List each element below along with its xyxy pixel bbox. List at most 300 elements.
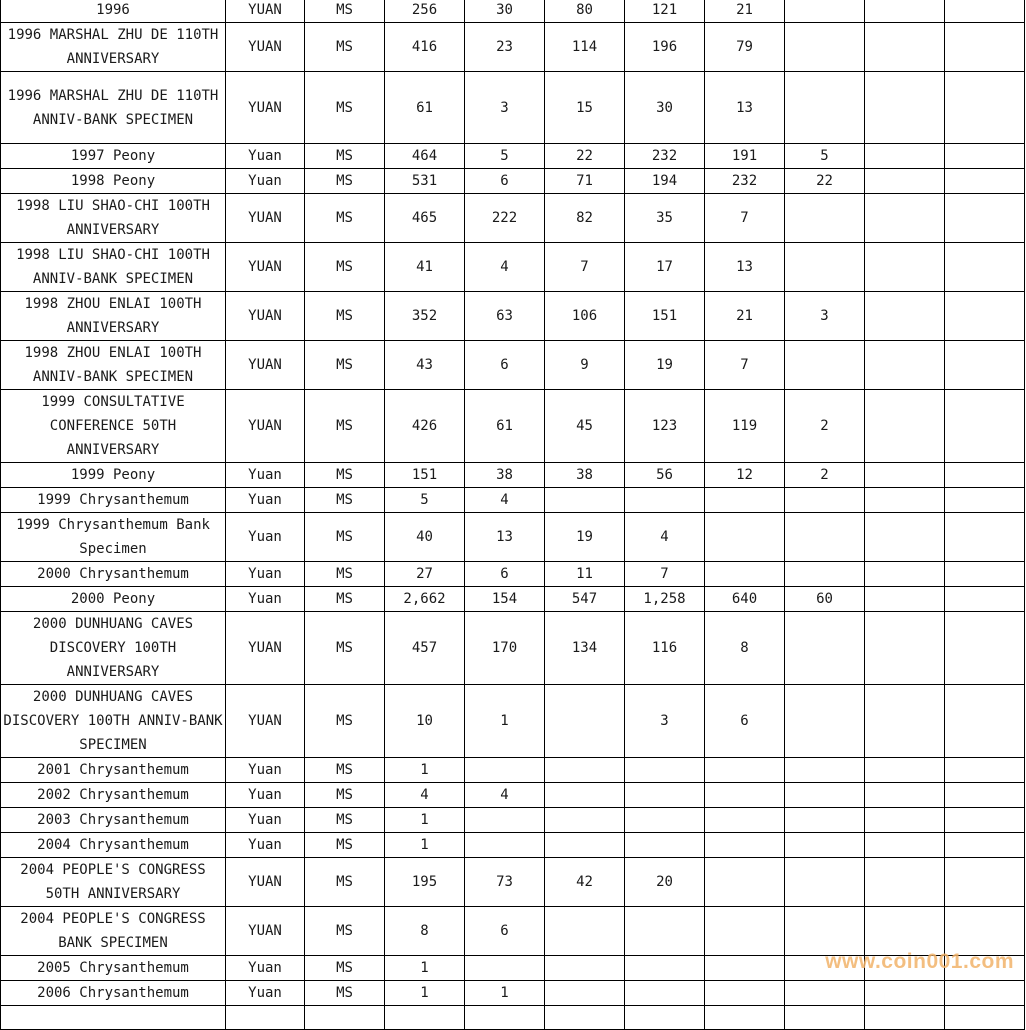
table-row bbox=[1, 0, 1025, 23]
cell-g3 bbox=[545, 956, 625, 981]
cell-grade: MS bbox=[305, 833, 385, 858]
cell-g3: 45 bbox=[545, 390, 625, 463]
cell-g3: 7 bbox=[545, 243, 625, 292]
cell-currency bbox=[226, 1006, 305, 1030]
cell-g4: 196 bbox=[625, 23, 705, 72]
cell-g1: 465 bbox=[385, 194, 465, 243]
cell-g1: 10 bbox=[385, 685, 465, 758]
cell-currency: YUAN bbox=[226, 685, 305, 758]
cell-g8 bbox=[945, 612, 1025, 685]
cell-g2: 170 bbox=[465, 612, 545, 685]
cell-g5 bbox=[705, 562, 785, 587]
cell-g4: 194 bbox=[625, 169, 705, 194]
cell-g3 bbox=[545, 833, 625, 858]
cell-g2: 6 bbox=[465, 341, 545, 390]
cell-g3 bbox=[545, 488, 625, 513]
cell-g1: 4 bbox=[385, 783, 465, 808]
cell-g8 bbox=[945, 243, 1025, 292]
cell-g1: 43 bbox=[385, 341, 465, 390]
cell-grade: MS bbox=[305, 513, 385, 562]
cell-g7 bbox=[865, 758, 945, 783]
cell-g8 bbox=[945, 292, 1025, 341]
cell-g6 bbox=[785, 808, 865, 833]
cell-g2 bbox=[465, 956, 545, 981]
cell-g2: 4 bbox=[465, 783, 545, 808]
cell-currency: YUAN bbox=[226, 292, 305, 341]
cell-g5 bbox=[705, 858, 785, 907]
cell-name: 1997 Peony bbox=[1, 144, 226, 169]
cell-name: 2000 Peony bbox=[1, 587, 226, 612]
cell-name: 1999 Peony bbox=[1, 463, 226, 488]
cell-g2 bbox=[465, 758, 545, 783]
cell-g1: 416 bbox=[385, 23, 465, 72]
cell-grade: MS bbox=[305, 292, 385, 341]
table-row bbox=[1, 513, 1025, 562]
cell-grade bbox=[305, 1006, 385, 1030]
cell-g7 bbox=[865, 0, 945, 23]
cell-g4: 123 bbox=[625, 390, 705, 463]
cell-g4: 17 bbox=[625, 243, 705, 292]
cell-g5 bbox=[705, 907, 785, 956]
cell-g4: 232 bbox=[625, 144, 705, 169]
cell-grade: MS bbox=[305, 907, 385, 956]
table-row bbox=[1, 243, 1025, 292]
cell-g7 bbox=[865, 858, 945, 907]
table-row bbox=[1, 907, 1025, 956]
cell-g6 bbox=[785, 685, 865, 758]
watermark-logo: www.coin001.com bbox=[825, 950, 1014, 973]
table-row bbox=[1, 390, 1025, 463]
cell-g7 bbox=[865, 808, 945, 833]
cell-grade: MS bbox=[305, 783, 385, 808]
cell-g3 bbox=[545, 981, 625, 1006]
cell-g8 bbox=[945, 1006, 1025, 1030]
cell-currency: Yuan bbox=[226, 562, 305, 587]
cell-name: 1999 Chrysanthemum bbox=[1, 488, 226, 513]
cell-g2: 30 bbox=[465, 0, 545, 23]
cell-g6 bbox=[785, 341, 865, 390]
cell-g8 bbox=[945, 783, 1025, 808]
cell-g2: 6 bbox=[465, 907, 545, 956]
cell-g6: 22 bbox=[785, 169, 865, 194]
cell-g1: 531 bbox=[385, 169, 465, 194]
cell-g4 bbox=[625, 808, 705, 833]
cell-grade: MS bbox=[305, 488, 385, 513]
table-row bbox=[1, 169, 1025, 194]
cell-g5 bbox=[705, 808, 785, 833]
cell-g7 bbox=[865, 243, 945, 292]
cell-name: 2000 Chrysanthemum bbox=[1, 562, 226, 587]
cell-g8 bbox=[945, 981, 1025, 1006]
cell-g3: 22 bbox=[545, 144, 625, 169]
table-row bbox=[1, 341, 1025, 390]
cell-grade: MS bbox=[305, 341, 385, 390]
cell-g4 bbox=[625, 488, 705, 513]
cell-g5 bbox=[705, 956, 785, 981]
cell-grade: MS bbox=[305, 194, 385, 243]
cell-g7 bbox=[865, 833, 945, 858]
cell-g2: 4 bbox=[465, 243, 545, 292]
cell-g4: 19 bbox=[625, 341, 705, 390]
cell-g1: 1 bbox=[385, 981, 465, 1006]
cell-g3 bbox=[545, 808, 625, 833]
cell-g2: 61 bbox=[465, 390, 545, 463]
cell-g5: 13 bbox=[705, 72, 785, 144]
table-row bbox=[1, 833, 1025, 858]
cell-g8 bbox=[945, 144, 1025, 169]
cell-g1: 61 bbox=[385, 72, 465, 144]
cell-grade: MS bbox=[305, 981, 385, 1006]
cell-name: 2000 DUNHUANG CAVES DISCOVERY 100TH ANNIVERSARY bbox=[1, 612, 226, 685]
cell-g5: 13 bbox=[705, 243, 785, 292]
cell-currency: Yuan bbox=[226, 488, 305, 513]
cell-grade: MS bbox=[305, 0, 385, 23]
cell-g6 bbox=[785, 72, 865, 144]
cell-g2: 5 bbox=[465, 144, 545, 169]
cell-g1: 256 bbox=[385, 0, 465, 23]
cell-currency: YUAN bbox=[226, 907, 305, 956]
cell-g7 bbox=[865, 783, 945, 808]
cell-g7 bbox=[865, 341, 945, 390]
cell-grade: MS bbox=[305, 390, 385, 463]
cell-g3: 114 bbox=[545, 23, 625, 72]
cell-g2 bbox=[465, 833, 545, 858]
cell-g5 bbox=[705, 513, 785, 562]
cell-currency: Yuan bbox=[226, 758, 305, 783]
cell-name: 1999 CONSULTATIVE CONFERENCE 50TH ANNIVERSARY bbox=[1, 390, 226, 463]
cell-g7 bbox=[865, 23, 945, 72]
cell-g4: 35 bbox=[625, 194, 705, 243]
cell-g4 bbox=[625, 1006, 705, 1030]
table-row bbox=[1, 758, 1025, 783]
cell-g5 bbox=[705, 783, 785, 808]
cell-g7 bbox=[865, 488, 945, 513]
cell-currency: Yuan bbox=[226, 783, 305, 808]
cell-g7 bbox=[865, 390, 945, 463]
cell-g7 bbox=[865, 72, 945, 144]
cell-g1 bbox=[385, 1006, 465, 1030]
table-row bbox=[1, 488, 1025, 513]
cell-grade: MS bbox=[305, 23, 385, 72]
cell-g1: 195 bbox=[385, 858, 465, 907]
cell-g7 bbox=[865, 587, 945, 612]
cell-g6: 60 bbox=[785, 587, 865, 612]
cell-name: 2003 Chrysanthemum bbox=[1, 808, 226, 833]
cell-g4 bbox=[625, 956, 705, 981]
table-row bbox=[1, 808, 1025, 833]
cell-name: 2004 Chrysanthemum bbox=[1, 833, 226, 858]
cell-name: 2005 Chrysanthemum bbox=[1, 956, 226, 981]
cell-g7 bbox=[865, 562, 945, 587]
cell-g1: 1 bbox=[385, 833, 465, 858]
cell-g8 bbox=[945, 513, 1025, 562]
cell-g5 bbox=[705, 981, 785, 1006]
cell-grade: MS bbox=[305, 169, 385, 194]
cell-g8 bbox=[945, 488, 1025, 513]
cell-g8 bbox=[945, 390, 1025, 463]
cell-g8 bbox=[945, 463, 1025, 488]
cell-g1: 2,662 bbox=[385, 587, 465, 612]
cell-name: 2006 Chrysanthemum bbox=[1, 981, 226, 1006]
cell-name: 1998 ZHOU ENLAI 100TH ANNIVERSARY bbox=[1, 292, 226, 341]
cell-g4: 30 bbox=[625, 72, 705, 144]
cell-g6 bbox=[785, 907, 865, 956]
cell-g6 bbox=[785, 513, 865, 562]
cell-g8 bbox=[945, 72, 1025, 144]
cell-g3: 80 bbox=[545, 0, 625, 23]
cell-g5: 21 bbox=[705, 0, 785, 23]
cell-g3: 38 bbox=[545, 463, 625, 488]
cell-currency: Yuan bbox=[226, 981, 305, 1006]
cell-g4 bbox=[625, 833, 705, 858]
table-row bbox=[1, 587, 1025, 612]
cell-g2: 1 bbox=[465, 685, 545, 758]
cell-currency: YUAN bbox=[226, 390, 305, 463]
cell-g4 bbox=[625, 907, 705, 956]
cell-g3: 71 bbox=[545, 169, 625, 194]
cell-g6: 3 bbox=[785, 292, 865, 341]
cell-g1: 1 bbox=[385, 808, 465, 833]
cell-g2: 4 bbox=[465, 488, 545, 513]
cell-g5 bbox=[705, 758, 785, 783]
cell-g1: 8 bbox=[385, 907, 465, 956]
cell-name: 1996 MARSHAL ZHU DE 110TH ANNIVERSARY bbox=[1, 23, 226, 72]
cell-grade: MS bbox=[305, 463, 385, 488]
cell-g2: 23 bbox=[465, 23, 545, 72]
cell-g7 bbox=[865, 513, 945, 562]
cell-g8 bbox=[945, 685, 1025, 758]
cell-grade: MS bbox=[305, 956, 385, 981]
cell-g1: 1 bbox=[385, 956, 465, 981]
cell-g5: 7 bbox=[705, 194, 785, 243]
cell-g8 bbox=[945, 858, 1025, 907]
cell-g8 bbox=[945, 341, 1025, 390]
cell-g5: 640 bbox=[705, 587, 785, 612]
table-row bbox=[1, 612, 1025, 685]
cell-g3: 547 bbox=[545, 587, 625, 612]
cell-g6: 2 bbox=[785, 463, 865, 488]
cell-g3: 11 bbox=[545, 562, 625, 587]
cell-g3 bbox=[545, 1006, 625, 1030]
table-row bbox=[1, 194, 1025, 243]
table-row bbox=[1, 685, 1025, 758]
cell-currency: Yuan bbox=[226, 463, 305, 488]
cell-grade: MS bbox=[305, 144, 385, 169]
cell-g1: 1 bbox=[385, 758, 465, 783]
cell-g6 bbox=[785, 833, 865, 858]
cell-g6: 2 bbox=[785, 390, 865, 463]
cell-g6 bbox=[785, 783, 865, 808]
cell-g6 bbox=[785, 612, 865, 685]
cell-currency: Yuan bbox=[226, 808, 305, 833]
cell-g3: 106 bbox=[545, 292, 625, 341]
cell-g7 bbox=[865, 463, 945, 488]
cell-grade: MS bbox=[305, 685, 385, 758]
cell-name: 2004 PEOPLE'S CONGRESS BANK SPECIMEN bbox=[1, 907, 226, 956]
cell-g3 bbox=[545, 758, 625, 783]
cell-g8 bbox=[945, 808, 1025, 833]
cell-g4: 1,258 bbox=[625, 587, 705, 612]
cell-g5: 8 bbox=[705, 612, 785, 685]
cell-g4: 7 bbox=[625, 562, 705, 587]
cell-currency: YUAN bbox=[226, 341, 305, 390]
cell-grade: MS bbox=[305, 587, 385, 612]
cell-g2: 3 bbox=[465, 72, 545, 144]
cell-g8 bbox=[945, 907, 1025, 956]
table-body bbox=[1, 0, 1025, 1030]
cell-g6: 5 bbox=[785, 144, 865, 169]
cell-g2: 13 bbox=[465, 513, 545, 562]
cell-g1: 426 bbox=[385, 390, 465, 463]
cell-g5: 7 bbox=[705, 341, 785, 390]
cell-g5: 232 bbox=[705, 169, 785, 194]
cell-name: 2000 DUNHUANG CAVES DISCOVERY 100TH ANNIV-BANK SPECIMEN bbox=[1, 685, 226, 758]
cell-g4: 56 bbox=[625, 463, 705, 488]
table-row bbox=[1, 72, 1025, 144]
cell-currency: Yuan bbox=[226, 587, 305, 612]
cell-name: 1996 MARSHAL ZHU DE 110TH ANNIV-BANK SPECIMEN bbox=[1, 72, 226, 144]
cell-currency: YUAN bbox=[226, 23, 305, 72]
cell-g2: 222 bbox=[465, 194, 545, 243]
cell-currency: Yuan bbox=[226, 513, 305, 562]
cell-g3: 134 bbox=[545, 612, 625, 685]
cell-grade: MS bbox=[305, 858, 385, 907]
cell-g3: 82 bbox=[545, 194, 625, 243]
cell-g1: 457 bbox=[385, 612, 465, 685]
cell-g4: 151 bbox=[625, 292, 705, 341]
cell-g6 bbox=[785, 488, 865, 513]
cell-currency: Yuan bbox=[226, 169, 305, 194]
cell-g4 bbox=[625, 783, 705, 808]
cell-g4: 3 bbox=[625, 685, 705, 758]
cell-name: 1998 ZHOU ENLAI 100TH ANNIV-BANK SPECIMEN bbox=[1, 341, 226, 390]
cell-g5 bbox=[705, 1006, 785, 1030]
cell-currency: Yuan bbox=[226, 833, 305, 858]
cell-g6 bbox=[785, 194, 865, 243]
cell-g4: 4 bbox=[625, 513, 705, 562]
cell-grade: MS bbox=[305, 808, 385, 833]
table-row bbox=[1, 23, 1025, 72]
cell-g8 bbox=[945, 562, 1025, 587]
cell-name: 1996 bbox=[1, 0, 226, 23]
cell-name: 2004 PEOPLE'S CONGRESS 50TH ANNIVERSARY bbox=[1, 858, 226, 907]
cell-g5: 191 bbox=[705, 144, 785, 169]
cell-g7 bbox=[865, 169, 945, 194]
cell-g4 bbox=[625, 758, 705, 783]
cell-g5 bbox=[705, 833, 785, 858]
cell-name: 1998 LIU SHAO-CHI 100TH ANNIVERSARY bbox=[1, 194, 226, 243]
table-row bbox=[1, 463, 1025, 488]
table-row bbox=[1, 144, 1025, 169]
cell-g2: 154 bbox=[465, 587, 545, 612]
cell-g8 bbox=[945, 0, 1025, 23]
cell-g1: 41 bbox=[385, 243, 465, 292]
cell-g5: 12 bbox=[705, 463, 785, 488]
cell-g6 bbox=[785, 243, 865, 292]
cell-g2 bbox=[465, 1006, 545, 1030]
cell-g5: 21 bbox=[705, 292, 785, 341]
cell-g2: 63 bbox=[465, 292, 545, 341]
cell-g2: 6 bbox=[465, 169, 545, 194]
cell-g3 bbox=[545, 907, 625, 956]
cell-g1: 40 bbox=[385, 513, 465, 562]
cell-name: 2002 Chrysanthemum bbox=[1, 783, 226, 808]
cell-g2: 38 bbox=[465, 463, 545, 488]
cell-g7 bbox=[865, 194, 945, 243]
cell-g6 bbox=[785, 758, 865, 783]
cell-g4: 20 bbox=[625, 858, 705, 907]
cell-g3: 19 bbox=[545, 513, 625, 562]
cell-g7 bbox=[865, 981, 945, 1006]
cell-currency: YUAN bbox=[226, 72, 305, 144]
cell-grade: MS bbox=[305, 562, 385, 587]
cell-g7 bbox=[865, 612, 945, 685]
cell-g7 bbox=[865, 1006, 945, 1030]
cell-g5: 6 bbox=[705, 685, 785, 758]
cell-g8 bbox=[945, 758, 1025, 783]
cell-g4: 121 bbox=[625, 0, 705, 23]
cell-g3 bbox=[545, 783, 625, 808]
cell-g4 bbox=[625, 981, 705, 1006]
cell-name: 1998 LIU SHAO-CHI 100TH ANNIV-BANK SPECIMEN bbox=[1, 243, 226, 292]
cell-g7 bbox=[865, 292, 945, 341]
cell-g1: 352 bbox=[385, 292, 465, 341]
cell-g4: 116 bbox=[625, 612, 705, 685]
cell-g5: 79 bbox=[705, 23, 785, 72]
cell-g8 bbox=[945, 169, 1025, 194]
cell-g6 bbox=[785, 858, 865, 907]
cell-g8 bbox=[945, 833, 1025, 858]
cell-currency: YUAN bbox=[226, 194, 305, 243]
table-row bbox=[1, 783, 1025, 808]
cell-currency: YUAN bbox=[226, 243, 305, 292]
cell-g1: 464 bbox=[385, 144, 465, 169]
cell-g3 bbox=[545, 685, 625, 758]
cell-g3: 9 bbox=[545, 341, 625, 390]
cell-name: 1998 Peony bbox=[1, 169, 226, 194]
cell-currency: YUAN bbox=[226, 0, 305, 23]
table-row bbox=[1, 1006, 1025, 1030]
cell-name: 1999 Chrysanthemum Bank Specimen bbox=[1, 513, 226, 562]
cell-g2: 1 bbox=[465, 981, 545, 1006]
cell-g8 bbox=[945, 23, 1025, 72]
table-row bbox=[1, 562, 1025, 587]
cell-grade: MS bbox=[305, 612, 385, 685]
cell-g8 bbox=[945, 194, 1025, 243]
cell-grade: MS bbox=[305, 72, 385, 144]
cell-g7 bbox=[865, 685, 945, 758]
cell-g8 bbox=[945, 587, 1025, 612]
cell-currency: YUAN bbox=[226, 858, 305, 907]
cell-g1: 151 bbox=[385, 463, 465, 488]
table-row bbox=[1, 981, 1025, 1006]
cell-g3: 42 bbox=[545, 858, 625, 907]
cell-name: 2001 Chrysanthemum bbox=[1, 758, 226, 783]
cell-g7 bbox=[865, 907, 945, 956]
cell-g6 bbox=[785, 0, 865, 23]
cell-g5 bbox=[705, 488, 785, 513]
cell-currency: YUAN bbox=[226, 612, 305, 685]
cell-g1: 5 bbox=[385, 488, 465, 513]
cell-g6 bbox=[785, 562, 865, 587]
cell-grade: MS bbox=[305, 243, 385, 292]
cell-g6 bbox=[785, 981, 865, 1006]
cell-g2: 73 bbox=[465, 858, 545, 907]
cell-g1: 27 bbox=[385, 562, 465, 587]
table-row bbox=[1, 858, 1025, 907]
cell-g2: 6 bbox=[465, 562, 545, 587]
cell-g2 bbox=[465, 808, 545, 833]
